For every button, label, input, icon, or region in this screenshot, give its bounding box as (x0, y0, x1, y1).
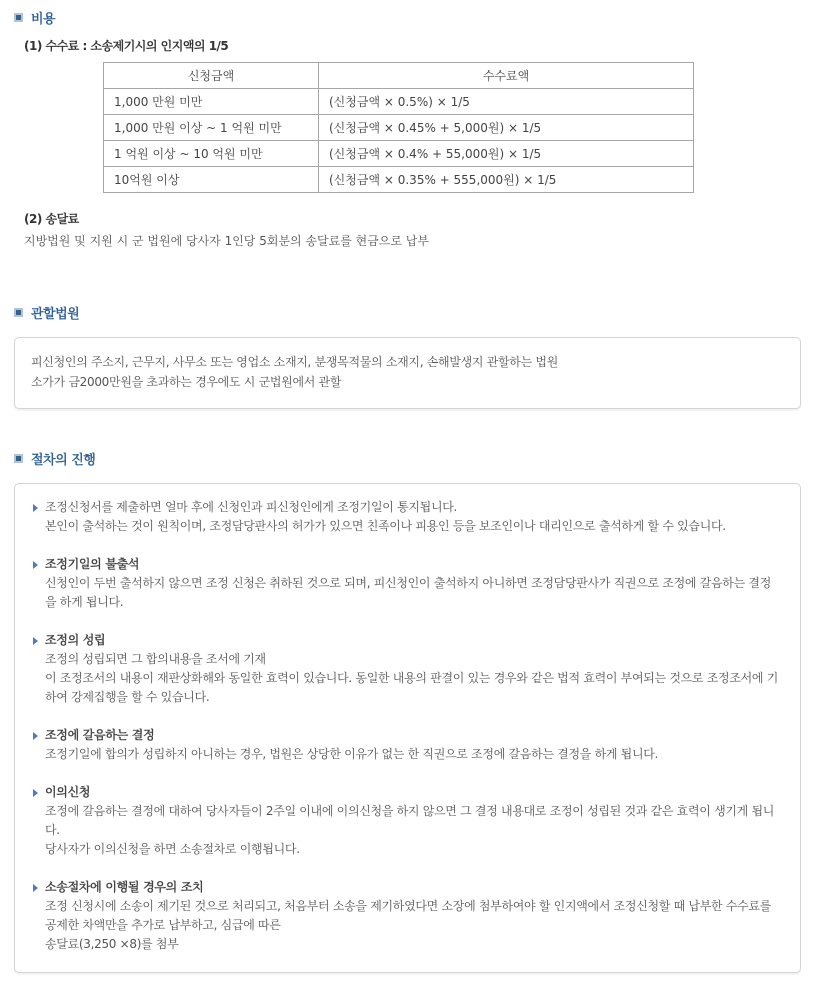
delivery-body-text: 지방법원 및 지원 시 군 법원에 당사자 1인당 5회분의 송달료를 현금으로 납부 (24, 234, 429, 248)
fee-formula-cell: (신청금액 × 0.35% + 555,000원) × 1/5 (319, 167, 694, 193)
section-jurisdiction (14, 303, 801, 409)
procedure-item-line: 신청인이 두번 출석하지 않으면 조정 신청은 취하된 것으로 되며, 피신청인이 출석하지 아니하면 조정담당판사가 직권으로 조정에 갈음하는 결정을 하게 됩니다. (45, 576, 771, 609)
fee-table-header-fee: 수수료액 (319, 63, 694, 89)
procedure-item-head (33, 783, 782, 802)
arrow-bullet-icon (33, 561, 38, 569)
fee-formula-cell: (신청금액 × 0.45% + 5,000원) × 1/5 (319, 115, 694, 141)
procedure-item (33, 555, 782, 612)
fee-amount-cell: 1,000 만원 이상 ~ 1 억원 미만 (104, 115, 319, 141)
procedure-item-head (33, 726, 782, 745)
procedure-item-body (45, 897, 782, 954)
procedure-item (33, 498, 782, 536)
fee-formula-cell: (신청금액 × 0.5%) × 1/5 (319, 89, 694, 115)
procedure-item (33, 726, 782, 764)
jurisdiction-box (14, 337, 801, 409)
square-bullet-icon (14, 13, 23, 22)
procedure-item-line: 본인이 출석하는 것이 원칙이며, 조정담당판사의 허가가 있으면 친족이나 피용인 등을 보조인이나 대리인으로 출석하게 할 수 있습니다. (45, 519, 726, 533)
arrow-bullet-icon (33, 504, 38, 512)
fee-table (103, 62, 694, 193)
jurisdiction-line: 소가가 금2000만원을 초과하는 경우에도 시 군법원에서 관할 (31, 375, 342, 389)
procedure-item-line: 조정에 갈음하는 결정에 대하여 당사자들이 2주일 이내에 이의신청을 하지 않으면 그 결정 내용대로 조정이 성립된 것과 같은 효력이 생기게 됩니다. (45, 804, 775, 837)
fee-table-row (104, 167, 694, 193)
delivery-subheading: (2) 송달료 (24, 212, 79, 226)
procedure-item-title: 조정에 갈음하는 결정 (45, 728, 155, 742)
procedure-item-head (33, 878, 782, 897)
procedure-title-text: 절차의 진행 (31, 453, 96, 468)
arrow-bullet-icon (33, 637, 38, 645)
procedure-item-firstline: 조정신청서를 제출하면 얼마 후에 신청인과 피신청인에게 조정기일이 통지됩니다. (45, 500, 458, 514)
fee-amount-cell: 10억원 이상 (104, 167, 319, 193)
arrow-bullet-icon (33, 732, 38, 740)
jurisdiction-title-text: 관할법원 (31, 307, 80, 322)
procedure-item-head (33, 555, 782, 574)
square-bullet-icon (14, 308, 23, 317)
procedure-item-body (45, 517, 782, 536)
fee-subheading: (1) 수수료 : 소송제기시의 인지액의 1/5 (24, 39, 229, 53)
procedure-item-title: 조정의 성립 (45, 633, 106, 647)
square-bullet-icon (14, 454, 23, 463)
fee-amount-cell: 1 억원 이상 ~ 10 억원 미만 (104, 141, 319, 167)
procedure-item-head (33, 498, 782, 517)
arrow-bullet-icon (33, 789, 38, 797)
procedure-item-line: 당사자가 이의신청을 하면 소송절차로 이행됩니다. (45, 842, 300, 856)
procedure-box (14, 483, 801, 973)
fee-formula-cell: (신청금액 × 0.4% + 55,000원) × 1/5 (319, 141, 694, 167)
jurisdiction-line: 피신청인의 주소지, 근무지, 사무소 또는 영업소 소재지, 분쟁목적물의 소재지, 손해발생지 관할하는 법원 (31, 355, 558, 369)
procedure-item-body (45, 745, 782, 764)
jurisdiction-section-title (14, 303, 801, 322)
fee-table-row (104, 141, 694, 167)
section-procedure (14, 449, 801, 973)
procedure-item-title: 조정기일의 불출석 (45, 557, 140, 571)
fee-amount-cell: 1,000 만원 미만 (104, 89, 319, 115)
procedure-item-line: 조정의 성립되면 그 합의내용을 조서에 기재 (45, 652, 266, 666)
procedure-item (33, 878, 782, 954)
fee-table-row (104, 89, 694, 115)
procedure-item-title: 소송절차에 이행될 경우의 조치 (45, 880, 204, 894)
cost-section-title (14, 8, 801, 27)
fee-table-header-amount: 신청금액 (104, 63, 319, 89)
section-cost (14, 8, 801, 250)
procedure-item-title: 이의신청 (45, 785, 91, 799)
procedure-item-body (45, 650, 782, 707)
procedure-item-line: 조정기일에 합의가 성립하지 아니하는 경우, 법원은 상당한 이유가 없는 한 직권으로 조정에 갈음하는 결정을 하게 됩니다. (45, 747, 659, 761)
procedure-item-head (33, 631, 782, 650)
procedure-item-body (45, 802, 782, 859)
procedure-item-body (45, 574, 782, 612)
procedure-item-line: 이 조정조서의 내용이 재판상화해와 동일한 효력이 있습니다. 동일한 내용의 판결이 있는 경우와 같은 법적 효력이 부여되는 것으로 조정조서에 기하여 강제집행을 할 수 있습니다. (45, 671, 779, 704)
procedure-item-line: 조정 신청시에 소송이 제기된 것으로 처리되고, 처음부터 소송을 제기하였다면 소장에 첨부하여야 할 인지액에서 조정신청할 때 납부한 수수료를 공제한 차액만을 추가로 납부하고, 심급에 따른 (45, 899, 771, 932)
fee-table-header-row (104, 63, 694, 89)
cost-title-text: 비용 (31, 12, 56, 27)
procedure-section-title (14, 449, 801, 468)
fee-table-row (104, 115, 694, 141)
arrow-bullet-icon (33, 884, 38, 892)
procedure-item (33, 631, 782, 707)
procedure-item (33, 783, 782, 859)
procedure-item-line: 송달료(3,250 ×8)를 첨부 (45, 937, 179, 951)
